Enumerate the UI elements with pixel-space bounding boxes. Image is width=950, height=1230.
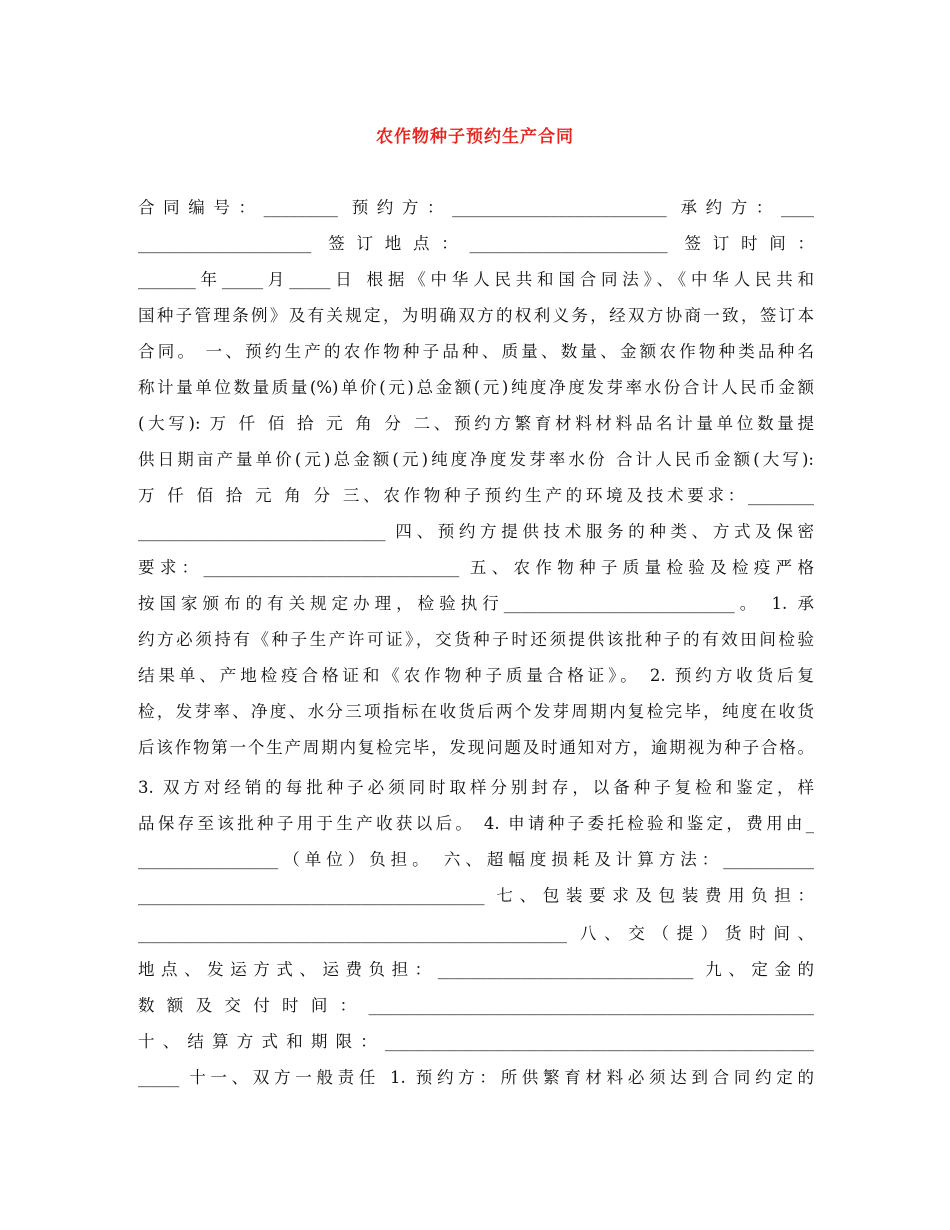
body-line: 称计量单位数量质量(%)单价(元)总金额(元)纯度净度发芽率水份合计人民币金额 <box>138 378 814 397</box>
body-line: 后该作物第一个生产周期内复检完毕，发现问题及时通知对方，逾期视为种子合格。 <box>138 738 814 757</box>
body-line: 约方必须持有《种子生产许可证》，交货种子时还须提供该批种子的有效田间检验 <box>138 630 814 649</box>
body-line: 十、结算方式和期限：____________________________________________________ <box>138 1032 814 1051</box>
body-line: __________________________________________ 七、包装要求及包装费用负担： <box>138 886 814 905</box>
body-line: (大写): 万 仟 佰 拾 元 角 分 二、预约方繁育材料材料品名计量单位数量提 <box>138 414 814 433</box>
body-line: _______年_____月_____日 根据《中华人民共和国合同法》、《中华人民共和 <box>138 270 814 289</box>
body-line: ____________________________________________________ 八、交（提）货时间、 <box>138 924 814 943</box>
body-line: 供日期亩产量单价(元)总金额(元)纯度净度发芽率水份 合计人民币金额(大写): <box>138 450 814 469</box>
body-line: 地点、发运方式、运费负担：_______________________________ 九、定金的 <box>138 960 814 979</box>
page-title: 农作物种子预约生产合同 <box>376 127 574 147</box>
body-line: 国种子管理条例》及有关规定，为明确双方的权利义务，经双方协商一致，签订本 <box>138 306 814 325</box>
body-line: ______________________________ 四、预约方提供技术服务的种类、方式及保密 <box>138 522 814 541</box>
body-line: 万 仟 佰 拾 元 角 分 三、农作物种子预约生产的环境及技术要求：________ <box>138 486 814 505</box>
body-line: 合同。 一、预约生产的农作物种子品种、质量、数量、金额农作物种类品种名 <box>138 342 814 361</box>
body-line: 检，发芽率、净度、水分三项指标在收货后两个发芽周期内复检完毕，纯度在收货 <box>138 702 814 721</box>
body-line: 品保存至该批种子用于生产收获以后。 4. 申请种子委托检验和鉴定，费用由_ <box>138 814 814 833</box>
body-line: 合同编号：_________ 预约方：__________________________ 承约方：____ <box>138 198 814 217</box>
body-line: 数 额 及 交 付 时 间 ： ______________________________________________________ <box>138 996 814 1015</box>
body-line: _____________________ 签订地点：________________________ 签订时间： <box>138 234 814 253</box>
body-line: _____ 十一、双方一般责任 1. 预约方：所供繁育材料必须达到合同约定的 <box>138 1068 814 1087</box>
body-line: _________________（单位）负担。 六、超幅度损耗及计算方法：___________ <box>138 850 814 869</box>
body-line: 要求：_______________________________ 五、农作物种子质量检验及检疫严格 <box>138 558 814 577</box>
body-line: 按国家颁布的有关规定办理，检验执行____________________________。 1. 承 <box>138 594 814 613</box>
body-line: 3. 双方对经销的每批种子必须同时取样分别封存，以备种子复检和鉴定，样 <box>138 778 814 797</box>
body-line: 结果单、产地检疫合格证和《农作物种子质量合格证》。 2. 预约方收货后复 <box>138 666 814 685</box>
